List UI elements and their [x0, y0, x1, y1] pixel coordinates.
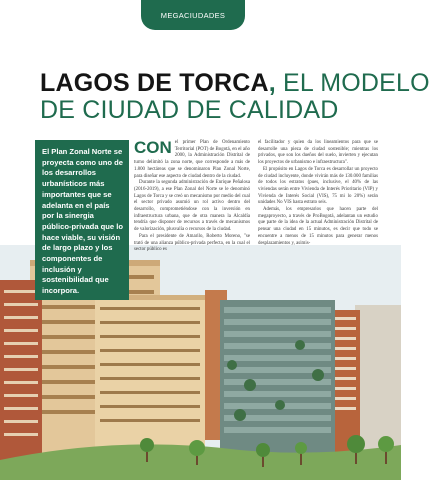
section-tab: MEGACIUDADES	[141, 0, 245, 30]
article-paragraph: Para el presidente de Amarilo, Roberto Moreno, "se trató de una alianza público-privada perfecta, en la cual el sector público es	[134, 233, 250, 253]
article-column-2	[258, 140, 378, 300]
drop-cap: CON	[134, 138, 172, 157]
highlight-text: El Plan Zonal Norte se proyecta como uno de los desarrollos urbanísticos más importantes que se adelanta en el país por la sinergia público-privada que lo hace viable, su visión de largo plazo y los componentes de inclusión y sostenibilidad que incorpora.	[42, 147, 124, 296]
headline-light-1: EL MODELO	[275, 69, 430, 97]
article-column-1	[134, 140, 250, 300]
article-paragraph: El propósito en Lagos de Torca es desarrollar un proyecto de ciudad incluyente, donde vivirán más de 130.000 familias de todos los estratos (pues, inclusive, el 40% de las viviendas serán entre Vivienda de Interés Prioritario (VIP) y Vivienda de Interés Social (VIS), 75 mi lo 20%) serán unidades No VIS hasta estrato seis.	[258, 166, 378, 206]
background-tower	[355, 305, 401, 455]
headline-comma: ,	[268, 69, 276, 97]
highlight-box	[35, 140, 129, 300]
brick-tower-left	[0, 280, 42, 470]
article-paragraph: Además, los empresarios que hacen parte del megaproyecto, a través de ProBogotá, adelantan un estudio que parte de la idea de la actual Administración Distrital de pensar una ciudad en 15 minutos, es decir que todo se encuentre a menos de 15 minutos para generar menos desplazamientos y, asimis-	[258, 207, 378, 246]
article-paragraph: el primer Plan de Ordenamiento Territorial (POT) de Bogotá, en el año 2000, la Administración Distrital de turno delimitó la zona norte, que corresponde a más de 1.800 hectáreas que se denominaron Plan Zonal Norte, para diseñar ese aspecto de ciudad dentro de la ciudad.	[134, 140, 250, 179]
headline-line-2	[40, 95, 380, 125]
headline-line-1	[40, 68, 430, 98]
article-paragraph: Durante la segunda administración de Enrique Peñalosa (2016-2019), a ese Plan Zonal del Norte se le denominó Lagos de Torca y se creó un mecanismo por medio del cual el sector privado asumió un rol activo dentro del desarrollo, comprometiéndose con la inversión en infraestructura urbana, que de otra manera la Alcaldía tendría que disponer de recursos a través de mecanismos de valorización, plusvalía o recursos de la ciudad.	[134, 180, 250, 233]
headline-light-2: DE CIUDAD DE CALIDAD	[40, 96, 339, 124]
article-paragraph: el facilitador y quien da los lineamientos para que se desarrolle una pieza de ciudad sostenible; mientras los privados, que son los dueños del suelo, invierten y ejecutan los proyectos de urbanismo e infraestructura".	[258, 140, 378, 166]
headline-bold: LAGOS DE TORCA	[40, 69, 269, 97]
